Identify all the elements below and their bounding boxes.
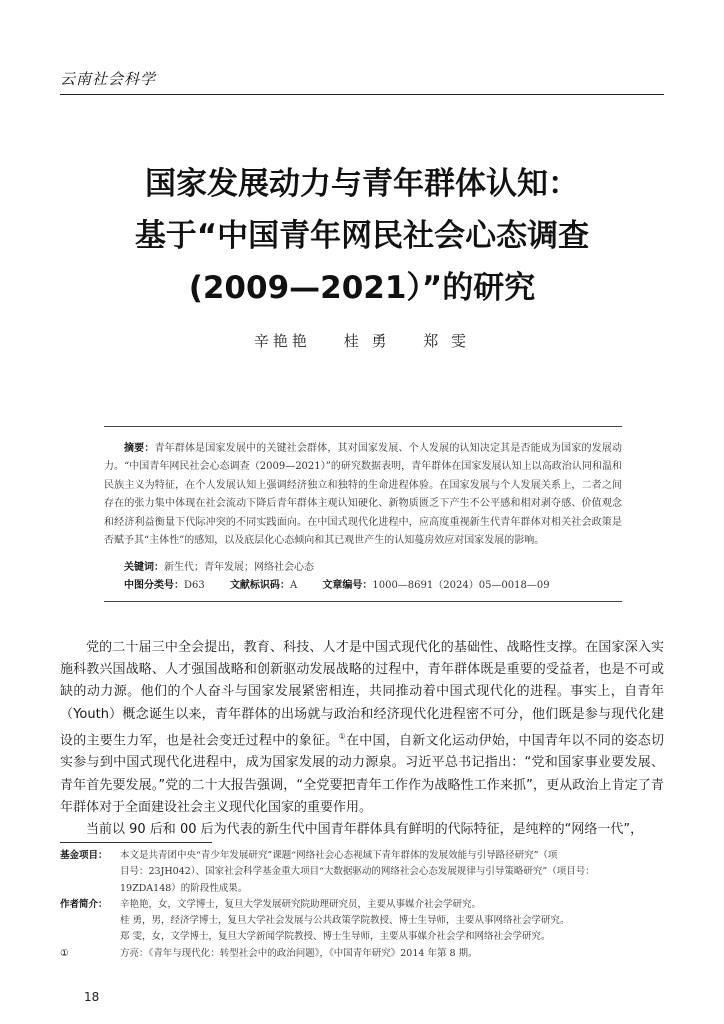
journal-name: 云南社会科学 <box>60 70 157 88</box>
fund-note <box>60 848 664 864</box>
footnotes <box>60 848 664 962</box>
title-line-1: 国家发展动力与青年群体认知： <box>145 166 579 202</box>
citation-note-text: 方亮：《青年与现代化：转型社会中的政治问题》，《中国青年研究》2014 年第 8 期。 <box>120 947 478 959</box>
citation-note-label: ① <box>60 947 69 959</box>
fund-line-1: 本文是共青团中央“青少年发展研究”课题“网络社会心态视域下青年群体的发展效能与引导路径研究”（项 <box>120 850 558 861</box>
author-list <box>60 330 664 351</box>
title-line-3: (2009—2021）”的研究 <box>188 270 536 306</box>
paragraph-1 <box>60 637 664 819</box>
body-text <box>60 637 664 841</box>
abstract <box>104 440 622 550</box>
paragraph-1-part-a: 党的二十届三中全会提出，教育、科技、人才是中国式现代化的基础性、战略性支撑。在国家深入实施科教兴国战略、人才强国战略和创新驱动发展战略的过程中，青年群体既是重要的受益者，也是不可或缺的动力源。他们的个人奋斗与国家发展紧密相连，共同推动着中国式现代化的进程。事实上，自青年（Youth）概念诞生以来，青年群体的出场就与政治和经济现代化进程密不可分，他们既是参与现代化建设的主要生力军，也是社会变迁过程中的象征。 <box>60 640 664 749</box>
author-2: 桂 勇 <box>343 332 391 350</box>
fund-label: 基金项目： <box>60 850 108 861</box>
keywords-text: 新生代；青年发展；网络社会心态 <box>164 562 314 573</box>
clc-label: 中图分类号： <box>124 580 184 591</box>
abstract-top-rule <box>104 426 622 427</box>
keywords <box>124 558 314 573</box>
keywords-label: 关键词： <box>124 562 164 573</box>
fund-line-3: 19ZDA148）的阶段性成果。 <box>120 882 248 894</box>
author-note-line-2: 桂 勇，男，经济学博士，复旦大学社会发展与公共政策学院教授、博士生导师，主要从事网络社会学研究。 <box>120 915 570 927</box>
author-note-label: 作者简介： <box>60 898 108 910</box>
paragraph-2: 当前以 90 后和 00 后为代表的新生代中国青年群体具有鲜明的代际特征，是纯粹的“网络一代”， <box>86 821 644 837</box>
article-number-value: 1000—8691（2024）05—0018—09 <box>372 580 550 591</box>
header-divider <box>60 94 664 95</box>
abstract-bottom-rule <box>104 601 622 602</box>
author-3: 郑 雯 <box>423 332 471 350</box>
clc-value: D63 <box>184 580 205 591</box>
article-number-label: 文章编号： <box>322 580 373 591</box>
paragraph-1-part-b: 在中国，自新文化运动伊始，中国青年以不同的姿态切实参与到中国式现代化进程中，成为国家发展的动力源泉。习近平总书记指出：“党和国家事业要发展、青年首先要发展。”党的二十大报告强调，“全党要把青年工作作为战略性工作来抓”，更从政治上肯定了青年群体对于全面建设社会主义现代化国家的重要作用。 <box>60 733 664 815</box>
abstract-label: 摘要： <box>124 443 155 454</box>
doc-code-value: A <box>289 580 298 591</box>
footnote-ref-1[interactable]: ① <box>338 731 346 741</box>
author-1: 辛艳艳 <box>253 332 311 350</box>
author-note-line-1: 辛艳艳，女，文学博士，复旦大学发展研究院助理研究员，主要从事媒介社会学研究。 <box>120 898 482 910</box>
footnote-divider <box>60 842 212 843</box>
citation-note <box>60 946 664 962</box>
article-title <box>60 158 664 314</box>
doc-code-label: 文献标识码： <box>229 580 290 591</box>
fund-line-2: 目号：23JH042）、国家社会科学基金重大项目“大数据驱动的网络社会心态发展规律与引导策略研究”（项目号： <box>120 866 595 878</box>
page-number: 18 <box>84 990 100 1004</box>
title-line-2: 基于“中国青年网民社会心态调查 <box>134 218 590 254</box>
author-note-line-3: 郑 雯，女，文学博士，复旦大学新闻学院教授、博士生导师，主要从事媒介社会学和网络社会学研究。 <box>120 931 551 943</box>
abstract-text: 青年群体是国家发展中的关键社会群体，其对国家发展、个人发展的认知决定其是否能成为国家的发展动力。“中国青年网民社会心态调查（2009—2021）”的研究数据表明，青年群体在国家发展认知上以高政治认同和温和民族主义为特征，在个人发展认知上强调经济独立和独特的生命进程体验。在国家发展与个人发展关系上，二者之间存在的张力集中体现在社会流动下降后青年群体主观认知硬化、新物质匮乏下产生不公平感和相对剥夺感、价值观念和经济利益衡量下代际冲突的不同实践面向。在中国式现代化进程中，应高度重视新生代青年群体对相关社会政策是否赋予其“主体性”的感知，以及底层化心态倾向和其已观世产生的认知蔓房效应对国家发展的影响。 <box>104 443 622 547</box>
author-note <box>60 897 664 913</box>
classification-line <box>124 576 572 591</box>
